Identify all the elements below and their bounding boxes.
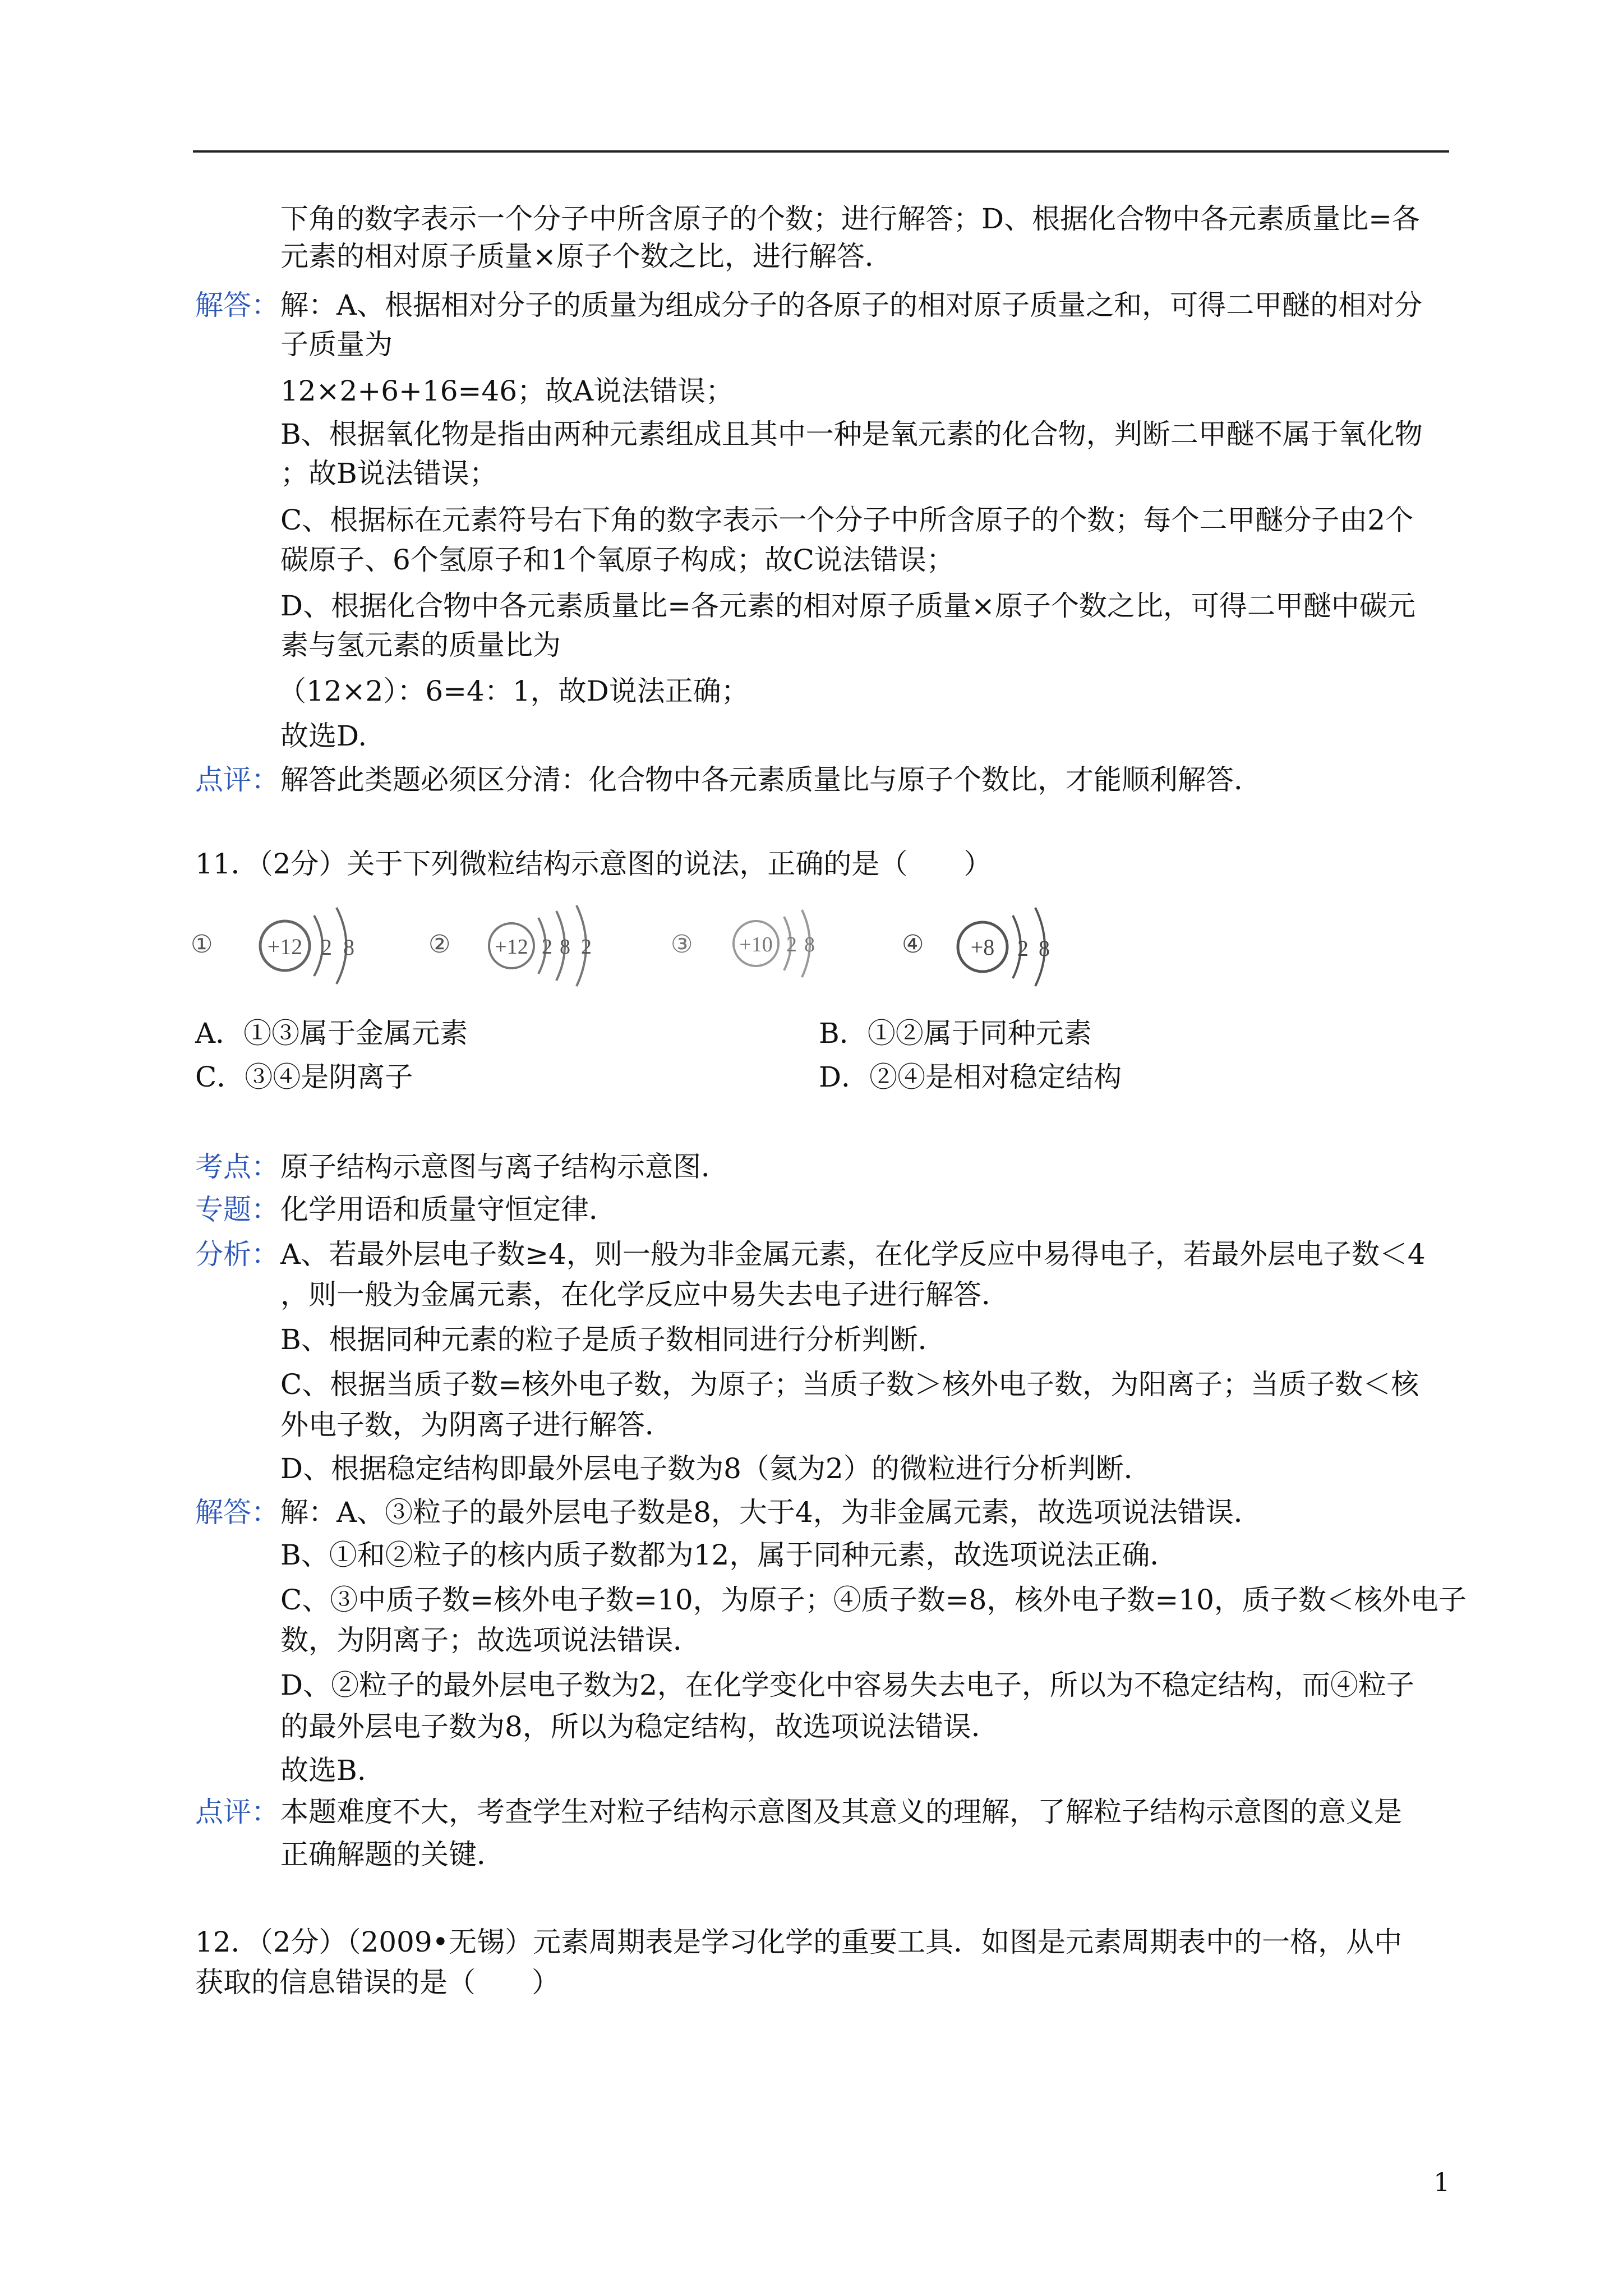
svg-text:8: 8 <box>343 935 354 960</box>
q11-option-b: B．①②属于同种元素 <box>819 1017 1092 1050</box>
svg-text:①: ① <box>191 931 213 958</box>
q11-answer-line: 解：A、③粒子的最外层电子数是8，大于4，为非金属元素，故选项说法错误． <box>280 1496 1262 1529</box>
q11-comment-line: 本题难度不大，考查学生对粒子结构示意图及其意义的理解，了解粒子结构示意图的意义是 <box>280 1796 1402 1828</box>
structure-4 <box>902 908 1050 986</box>
header-rule <box>193 150 1449 153</box>
q10-answer-line: 故选D. <box>280 720 367 752</box>
q11-zhuanti-tag: 专题： <box>195 1193 279 1226</box>
svg-text:2: 2 <box>321 935 332 960</box>
q10-answer-line: （12×2）：6=4：1，故D说法正确； <box>278 675 749 707</box>
q11-answer-line: D、②粒子的最外层电子数为2，在化学变化中容易失去电子，所以为不稳定结构，而④粒子 <box>280 1669 1414 1701</box>
svg-text:④: ④ <box>902 931 924 958</box>
q10-answer-tag: 解答： <box>195 289 279 321</box>
structure-3 <box>671 910 815 977</box>
q11-option-a: A．①③属于金属元素 <box>195 1017 468 1050</box>
q11-answer-tag: 解答： <box>195 1496 279 1529</box>
q12-stem-line: 12．（2分）（2009•无锡）元素周期表是学习化学的重要工具．如图是元素周期表中的一格，从中 <box>195 1926 1403 1958</box>
q11-answer-line: B、①和②粒子的核内质子数都为12，属于同种元素，故选项说法正确． <box>280 1539 1178 1571</box>
q10-comment: 解答此类题必须区分清：化合物中各元素质量比与原子个数比，才能顺利解答． <box>280 763 1262 796</box>
svg-text:③: ③ <box>671 931 693 958</box>
q12-stem-line: 获取的信息错误的是（ ） <box>195 1966 560 1999</box>
q11-comment-line: 正确解题的关键． <box>280 1838 505 1871</box>
q11-kaodian-tag: 考点： <box>195 1151 279 1183</box>
q11-analysis-line: D、根据稳定结构即最外层电子数为8（氦为2）的微粒进行分析判断． <box>280 1452 1152 1485</box>
svg-text:+8: +8 <box>970 935 995 960</box>
svg-text:8: 8 <box>804 933 815 956</box>
svg-text:+12: +12 <box>267 934 303 959</box>
q11-analysis-line: B、根据同种元素的粒子是质子数相同进行分析判断． <box>280 1323 946 1356</box>
q11-zhuanti: 化学用语和质量守恒定律． <box>280 1193 617 1226</box>
q10-answer-line: 素与氢元素的质量比为 <box>280 629 561 661</box>
structure-2 <box>428 905 592 986</box>
q11-answer-line: 故选B. <box>280 1754 366 1787</box>
q11-analysis-line: A、若最外层电子数≥4，则一般为非金属元素，在化学反应中易得电子，若最外层电子数＜4 <box>280 1238 1426 1271</box>
q10-answer-line: 解：A、根据相对分子的质量为组成分子的各原子的相对原子质量之和，可得二甲醚的相对分 <box>280 289 1423 321</box>
svg-text:8: 8 <box>560 935 570 959</box>
q11-comment-tag: 点评： <box>195 1796 279 1828</box>
q10-answer-line: 12×2+6+16=46；故A说法错误； <box>280 375 734 407</box>
q10-answer-line: B、根据氧化物是指由两种元素组成且其中一种是氧元素的化合物，判断二甲醚不属于氧化物 <box>280 418 1423 450</box>
q11-analysis-line: ，则一般为金属元素，在化学反应中易失去电子进行解答． <box>280 1278 1009 1311</box>
svg-text:2: 2 <box>581 935 592 959</box>
q10-answer-line: 碳原子、6个氢原子和1个氧原子构成；故C说法错误； <box>280 544 955 576</box>
page-number: 1 <box>1433 2167 1450 2197</box>
q11-analysis-tag: 分析： <box>195 1238 279 1271</box>
svg-text:8: 8 <box>1039 936 1050 961</box>
q11-kaodian: 原子结构示意图与离子结构示意图． <box>280 1151 729 1183</box>
q10-answer-line: 子质量为 <box>280 328 393 361</box>
svg-text:②: ② <box>428 931 451 958</box>
svg-text:2: 2 <box>1017 936 1029 961</box>
particle-structure-diagrams <box>191 903 1088 999</box>
svg-text:+12: +12 <box>495 935 528 959</box>
q11-option-d: D．②④是相对稳定结构 <box>819 1061 1122 1093</box>
q10-comment-tag: 点评： <box>195 763 279 796</box>
svg-text:2: 2 <box>542 935 552 959</box>
q11-answer-line: 数，为阴离子；故选项说法错误． <box>280 1624 701 1657</box>
q10-analysis-line: 元素的相对原子质量×原子个数之比，进行解答． <box>280 240 893 273</box>
q11-answer-line: C、③中质子数=核外电子数=10，为原子；④质子数=8，核外电子数=10，质子数＜核外电子 <box>280 1584 1467 1616</box>
q11-answer-line: 的最外层电子数为8，所以为稳定结构，故选项说法错误． <box>280 1710 999 1743</box>
q10-answer-line: D、根据化合物中各元素质量比=各元素的相对原子质量×原子个数之比，可得二甲醚中碳元 <box>280 590 1415 622</box>
q11-analysis-line: 外电子数，为阴离子进行解答． <box>280 1409 673 1441</box>
q10-answer-line: C、根据标在元素符号右下角的数字表示一个分子中所含原子的个数；每个二甲醚分子由2个 <box>280 504 1414 536</box>
q11-option-c: C．③④是阴离子 <box>195 1061 413 1093</box>
svg-text:+10: +10 <box>739 933 773 956</box>
structure-1 <box>191 908 354 984</box>
q11-analysis-line: C、根据当质子数=核外电子数，为原子；当质子数＞核外电子数，为阳离子；当质子数＜核 <box>280 1368 1419 1401</box>
q10-answer-line: ；故B说法错误； <box>280 457 497 490</box>
q11-stem: 11．（2分）关于下列微粒结构示意图的说法，正确的是（ ） <box>195 848 992 880</box>
svg-text:2: 2 <box>786 933 797 956</box>
q10-analysis-line: 下角的数字表示一个分子中所含原子的个数；进行解答；D、根据化合物中各元素质量比=各 <box>280 203 1420 235</box>
